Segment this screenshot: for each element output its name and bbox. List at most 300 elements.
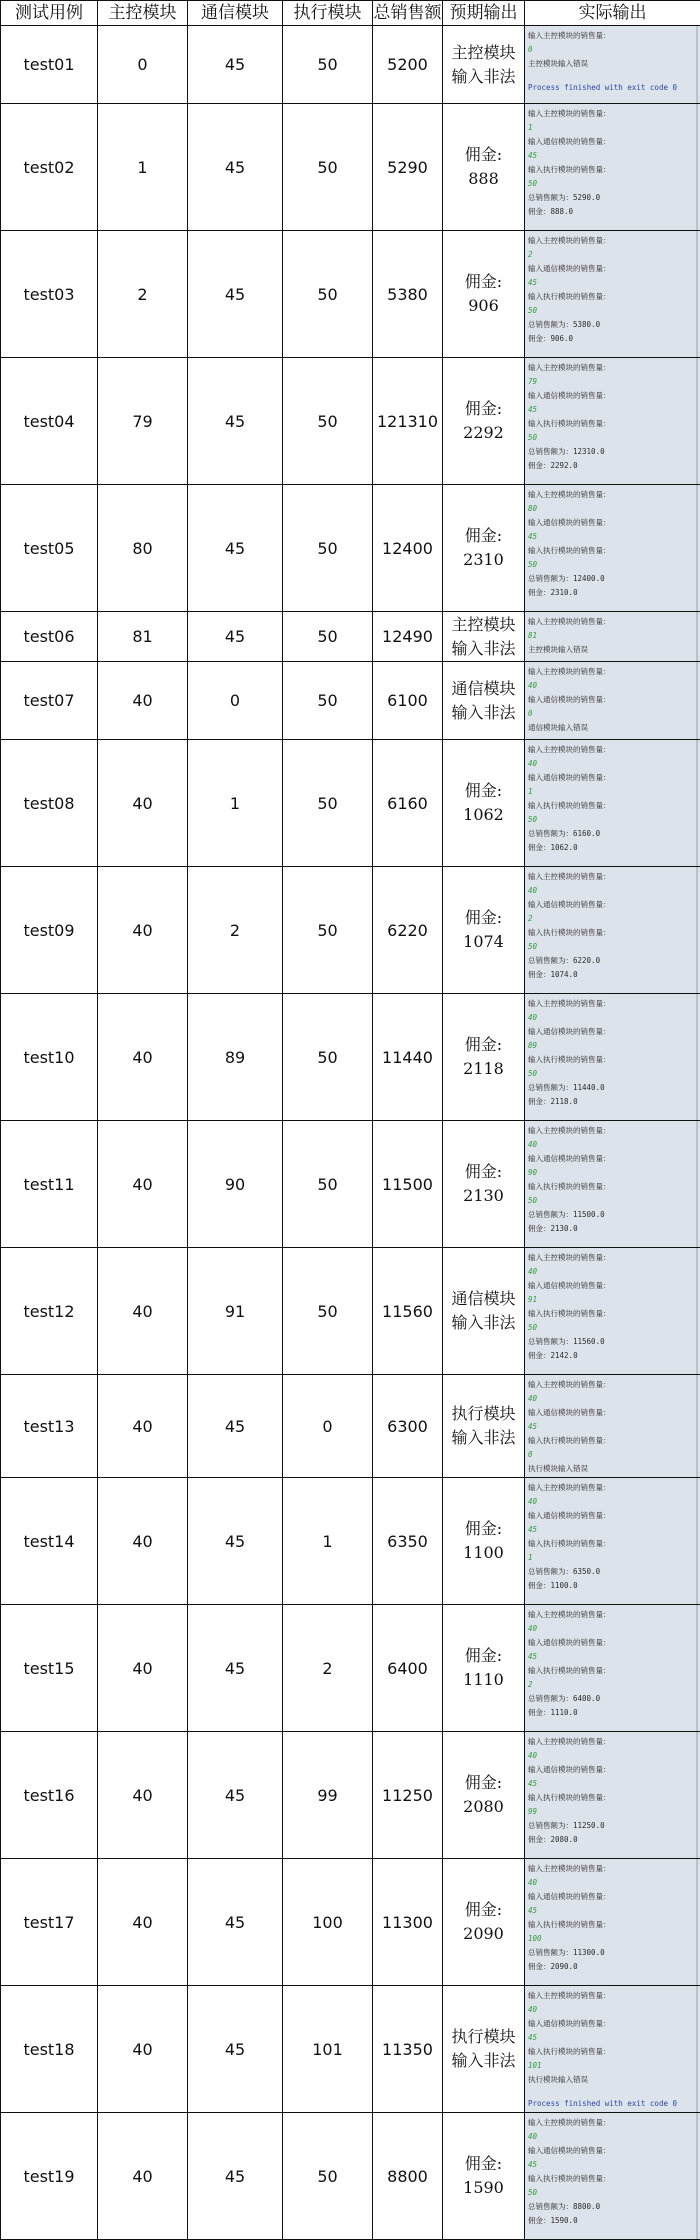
console-input-line: 45 xyxy=(528,1420,692,1434)
cell-expected-output xyxy=(443,867,525,994)
console-input-line: 89 xyxy=(528,1039,692,1053)
cell-total-sales: 11300 xyxy=(373,1859,443,1986)
expected-line: 佣金: xyxy=(443,524,524,548)
header-row xyxy=(1,1,700,26)
console-line xyxy=(528,855,692,863)
expected-line: 1062 xyxy=(443,803,524,827)
expected-line: 执行模块 xyxy=(443,2025,524,2049)
console-line: 输入主控模块的销售量： xyxy=(528,1608,692,1622)
console-input-line: 0 xyxy=(528,43,692,57)
console-line: 输入主控模块的销售量： xyxy=(528,234,692,248)
table-row xyxy=(1,231,700,358)
expected-line: 输入非法 xyxy=(443,701,524,725)
console-line: 输入通信模块的销售量： xyxy=(528,1636,692,1650)
cell-test-id: test04 xyxy=(1,358,98,485)
console-line: 输入主控模块的销售量： xyxy=(528,1735,692,1749)
cell-main-module: 79 xyxy=(98,358,188,485)
cell-exec-module: 50 xyxy=(283,1121,373,1248)
console-output xyxy=(528,1124,692,1244)
console-input-line: 40 xyxy=(528,757,692,771)
cell-comm-module: 45 xyxy=(188,612,283,662)
cell-exec-module: 99 xyxy=(283,1732,373,1859)
cell-expected-output xyxy=(443,662,525,740)
console-line xyxy=(528,1236,692,1244)
cell-total-sales: 5290 xyxy=(373,104,443,231)
cell-exec-module: 50 xyxy=(283,231,373,358)
cell-main-module: 80 xyxy=(98,485,188,612)
cell-actual-output xyxy=(525,740,700,867)
expected-line: 1590 xyxy=(443,2176,524,2200)
cell-expected-output xyxy=(443,740,525,867)
expected-line: 佣金: xyxy=(443,1160,524,1184)
console-input-line: 81 xyxy=(528,629,692,643)
console-input-line: 40 xyxy=(528,1622,692,1636)
cell-total-sales: 12490 xyxy=(373,612,443,662)
expected-line: 佣金: xyxy=(443,1771,524,1795)
console-input-line: 50 xyxy=(528,813,692,827)
console-line: 输入主控模块的销售量： xyxy=(528,997,692,1011)
console-line: 佣金：2080.0 xyxy=(528,1833,692,1847)
console-line xyxy=(528,71,692,81)
cell-exec-module: 100 xyxy=(283,1859,373,1986)
table-row xyxy=(1,1478,700,1605)
console-line: 输入通信模块的销售量： xyxy=(528,771,692,785)
cell-expected-output xyxy=(443,1248,525,1375)
console-line: 总销售额为：6400.0 xyxy=(528,1692,692,1706)
console-output xyxy=(528,1989,692,2109)
cell-exec-module: 50 xyxy=(283,2113,373,2240)
console-input-line: 45 xyxy=(528,1904,692,1918)
cell-test-id: test03 xyxy=(1,231,98,358)
console-line: 输入通信模块的销售量： xyxy=(528,1406,692,1420)
cell-actual-output xyxy=(525,26,700,104)
cell-total-sales: 8800 xyxy=(373,2113,443,2240)
cell-main-module: 40 xyxy=(98,1859,188,1986)
table-row xyxy=(1,104,700,231)
expected-line: 2310 xyxy=(443,548,524,572)
cell-comm-module: 1 xyxy=(188,740,283,867)
cell-comm-module: 45 xyxy=(188,1375,283,1478)
console-line: 输入主控模块的销售量： xyxy=(528,1378,692,1392)
console-exit-line: Process finished with exit code 0 xyxy=(528,81,692,95)
console-line: 佣金：2090.0 xyxy=(528,1960,692,1974)
cell-total-sales: 6400 xyxy=(373,1605,443,1732)
console-output xyxy=(528,361,692,481)
cell-test-id: test19 xyxy=(1,2113,98,2240)
console-input-line: 45 xyxy=(528,530,692,544)
console-line: 佣金：2142.0 xyxy=(528,1349,692,1363)
console-line: 输入主控模块的销售量： xyxy=(528,1251,692,1265)
cell-exec-module: 50 xyxy=(283,358,373,485)
console-line: 输入通信模块的销售量： xyxy=(528,516,692,530)
scrollbar-edge xyxy=(696,1248,698,1374)
cell-total-sales: 6220 xyxy=(373,867,443,994)
scrollbar-edge xyxy=(696,612,698,661)
cell-exec-module: 50 xyxy=(283,26,373,104)
console-input-line: 40 xyxy=(528,679,692,693)
cell-actual-output xyxy=(525,2113,700,2240)
console-line: 执行模块输入错误 xyxy=(528,1462,692,1474)
console-input-line: 40 xyxy=(528,2003,692,2017)
console-line: 输入主控模块的销售量： xyxy=(528,1124,692,1138)
console-output xyxy=(528,665,692,736)
console-input-line: 40 xyxy=(528,1749,692,1763)
console-line: 佣金：1062.0 xyxy=(528,841,692,855)
console-input-line: 40 xyxy=(528,884,692,898)
console-input-line: 50 xyxy=(528,940,692,954)
console-line: 输入执行模块的销售量： xyxy=(528,2172,692,2186)
scrollbar-edge xyxy=(696,1121,698,1247)
console-line: 输入执行模块的销售量： xyxy=(528,417,692,431)
console-input-line: 50 xyxy=(528,1321,692,1335)
console-output xyxy=(528,29,692,100)
expected-line: 1074 xyxy=(443,930,524,954)
console-line: 输入主控模块的销售量： xyxy=(528,743,692,757)
console-input-line: 45 xyxy=(528,1777,692,1791)
console-line: 总销售额为：11250.0 xyxy=(528,1819,692,1833)
cell-actual-output xyxy=(525,1248,700,1375)
cell-total-sales: 11440 xyxy=(373,994,443,1121)
cell-main-module: 40 xyxy=(98,994,188,1121)
scrollbar-edge xyxy=(696,994,698,1120)
cell-exec-module: 50 xyxy=(283,662,373,740)
console-line: 总销售额为：11560.0 xyxy=(528,1335,692,1349)
cell-test-id: test01 xyxy=(1,26,98,104)
console-line: 输入主控模块的销售量： xyxy=(528,665,692,679)
cell-comm-module: 45 xyxy=(188,1732,283,1859)
console-output xyxy=(528,107,692,227)
cell-exec-module: 2 xyxy=(283,1605,373,1732)
console-line: 总销售额为：6160.0 xyxy=(528,827,692,841)
cell-test-id: test15 xyxy=(1,1605,98,1732)
cell-test-id: test12 xyxy=(1,1248,98,1375)
cell-test-id: test10 xyxy=(1,994,98,1121)
console-input-line: 45 xyxy=(528,403,692,417)
console-input-line: 40 xyxy=(528,1876,692,1890)
cell-total-sales: 121310 xyxy=(373,358,443,485)
expected-line: 2080 xyxy=(443,1795,524,1819)
header-exec-module: 执行模块 xyxy=(283,1,373,26)
cell-total-sales: 5200 xyxy=(373,26,443,104)
console-line: 输入主控模块的销售量： xyxy=(528,615,692,629)
expected-line: 906 xyxy=(443,294,524,318)
cell-main-module: 81 xyxy=(98,612,188,662)
console-line: 输入执行模块的销售量： xyxy=(528,1053,692,1067)
cell-test-id: test18 xyxy=(1,1986,98,2113)
expected-line: 佣金: xyxy=(443,1033,524,1057)
console-output xyxy=(528,1735,692,1855)
console-output xyxy=(528,488,692,608)
console-input-line: 50 xyxy=(528,431,692,445)
console-line: 输入主控模块的销售量： xyxy=(528,361,692,375)
console-input-line: 50 xyxy=(528,177,692,191)
table-row xyxy=(1,1986,700,2113)
cell-exec-module: 50 xyxy=(283,740,373,867)
console-input-line: 79 xyxy=(528,375,692,389)
table-row xyxy=(1,1859,700,1986)
expected-line: 主控模块 xyxy=(443,613,524,637)
console-input-line: 40 xyxy=(528,2130,692,2144)
header-test-case: 测试用例 xyxy=(1,1,98,26)
console-input-line: 45 xyxy=(528,1650,692,1664)
console-line: 佣金：888.0 xyxy=(528,205,692,219)
console-input-line: 2 xyxy=(528,1678,692,1692)
cell-comm-module: 45 xyxy=(188,1605,283,1732)
cell-expected-output xyxy=(443,1375,525,1478)
console-input-line: 40 xyxy=(528,1265,692,1279)
cell-actual-output xyxy=(525,104,700,231)
console-line: 通信模块输入错误 xyxy=(528,721,692,735)
table-row xyxy=(1,358,700,485)
cell-exec-module: 1 xyxy=(283,1478,373,1605)
expected-line: 佣金: xyxy=(443,779,524,803)
console-line: 总销售额为：11500.0 xyxy=(528,1208,692,1222)
console-line: 输入主控模块的销售量： xyxy=(528,488,692,502)
expected-line: 主控模块 xyxy=(443,41,524,65)
cell-exec-module: 50 xyxy=(283,994,373,1121)
console-input-line: 40 xyxy=(528,1495,692,1509)
expected-line: 佣金: xyxy=(443,1644,524,1668)
console-line: 输入通信模块的销售量： xyxy=(528,1509,692,1523)
cell-comm-module: 45 xyxy=(188,1986,283,2113)
console-line: 输入执行模块的销售量： xyxy=(528,799,692,813)
cell-exec-module: 50 xyxy=(283,867,373,994)
console-line xyxy=(528,982,692,990)
cell-total-sales: 11500 xyxy=(373,1121,443,1248)
console-line: 总销售额为：6220.0 xyxy=(528,954,692,968)
console-output xyxy=(528,870,692,990)
console-line: 佣金：2310.0 xyxy=(528,586,692,600)
console-line: 输入执行模块的销售量： xyxy=(528,1664,692,1678)
console-line: 输入执行模块的销售量： xyxy=(528,1537,692,1551)
console-line xyxy=(528,1720,692,1728)
expected-line: 佣金: xyxy=(443,2152,524,2176)
expected-line: 2118 xyxy=(443,1057,524,1081)
console-line xyxy=(528,1109,692,1117)
cell-expected-output xyxy=(443,104,525,231)
cell-main-module: 40 xyxy=(98,1478,188,1605)
cell-test-id: test07 xyxy=(1,662,98,740)
cell-main-module: 40 xyxy=(98,867,188,994)
console-line: 总销售额为：5290.0 xyxy=(528,191,692,205)
cell-expected-output xyxy=(443,1605,525,1732)
table-row xyxy=(1,26,700,104)
cell-exec-module: 101 xyxy=(283,1986,373,2113)
cell-main-module: 40 xyxy=(98,1986,188,2113)
console-line: 佣金：1074.0 xyxy=(528,968,692,982)
console-output xyxy=(528,1862,692,1982)
table-row xyxy=(1,1605,700,1732)
console-line: 输入执行模块的销售量： xyxy=(528,2045,692,2059)
console-line: 总销售额为：8800.0 xyxy=(528,2200,692,2214)
console-output xyxy=(528,234,692,354)
cell-exec-module: 50 xyxy=(283,612,373,662)
header-comm-module: 通信模块 xyxy=(188,1,283,26)
cell-main-module: 0 xyxy=(98,26,188,104)
cell-test-id: test13 xyxy=(1,1375,98,1478)
console-line: 输入执行模块的销售量： xyxy=(528,163,692,177)
console-output xyxy=(528,1378,692,1474)
cell-expected-output xyxy=(443,612,525,662)
console-line: 输入执行模块的销售量： xyxy=(528,544,692,558)
table-row xyxy=(1,2113,700,2240)
console-line: 输入执行模块的销售量： xyxy=(528,1180,692,1194)
console-line: 总销售额为：12310.0 xyxy=(528,445,692,459)
console-line: 主控模块输入错误 xyxy=(528,643,692,657)
cell-actual-output xyxy=(525,1121,700,1248)
cell-total-sales: 11350 xyxy=(373,1986,443,2113)
console-line: 总销售额为：12400.0 xyxy=(528,572,692,586)
scrollbar-edge xyxy=(696,2113,698,2239)
console-input-line: 45 xyxy=(528,1523,692,1537)
cell-expected-output xyxy=(443,358,525,485)
console-line: 输入主控模块的销售量： xyxy=(528,870,692,884)
expected-line: 佣金: xyxy=(443,143,524,167)
cell-comm-module: 2 xyxy=(188,867,283,994)
cell-actual-output xyxy=(525,612,700,662)
table-row xyxy=(1,1732,700,1859)
cell-expected-output xyxy=(443,26,525,104)
scrollbar-edge xyxy=(696,485,698,611)
console-input-line: 40 xyxy=(528,1392,692,1406)
cell-actual-output xyxy=(525,1375,700,1478)
console-line: 佣金：1590.0 xyxy=(528,2214,692,2228)
table-row xyxy=(1,740,700,867)
expected-line: 2090 xyxy=(443,1922,524,1946)
cell-actual-output xyxy=(525,1732,700,1859)
console-output xyxy=(528,1608,692,1728)
console-line xyxy=(528,2087,692,2097)
console-input-line: 50 xyxy=(528,1067,692,1081)
header-main-module: 主控模块 xyxy=(98,1,188,26)
console-line: 输入通信模块的销售量： xyxy=(528,1025,692,1039)
console-line: 输入执行模块的销售量： xyxy=(528,290,692,304)
expected-line: 1100 xyxy=(443,1541,524,1565)
cell-exec-module: 0 xyxy=(283,1375,373,1478)
console-line: 佣金：2292.0 xyxy=(528,459,692,473)
table-row xyxy=(1,612,700,662)
table-row xyxy=(1,1375,700,1478)
scrollbar-edge xyxy=(696,662,698,739)
cell-comm-module: 45 xyxy=(188,104,283,231)
console-line xyxy=(528,346,692,354)
expected-line: 输入非法 xyxy=(443,1311,524,1335)
console-output xyxy=(528,1251,692,1371)
expected-line: 佣金: xyxy=(443,1517,524,1541)
table-row xyxy=(1,867,700,994)
cell-total-sales: 6350 xyxy=(373,1478,443,1605)
expected-line: 执行模块 xyxy=(443,1402,524,1426)
table-row xyxy=(1,485,700,612)
console-input-line: 45 xyxy=(528,276,692,290)
console-input-line: 50 xyxy=(528,2186,692,2200)
cell-expected-output xyxy=(443,231,525,358)
header-expected-output: 预期输出 xyxy=(443,1,525,26)
cell-main-module: 40 xyxy=(98,1121,188,1248)
console-output xyxy=(528,743,692,863)
console-line: 输入主控模块的销售量： xyxy=(528,107,692,121)
console-line: 总销售额为：11440.0 xyxy=(528,1081,692,1095)
cell-expected-output xyxy=(443,1121,525,1248)
header-actual-output: 实际输出 xyxy=(525,1,700,26)
console-line: 输入主控模块的销售量： xyxy=(528,1862,692,1876)
console-line: 输入通信模块的销售量： xyxy=(528,693,692,707)
expected-line: 佣金: xyxy=(443,270,524,294)
cell-total-sales: 5380 xyxy=(373,231,443,358)
console-line: 总销售额为：5380.0 xyxy=(528,318,692,332)
cell-total-sales: 6300 xyxy=(373,1375,443,1478)
cell-test-id: test08 xyxy=(1,740,98,867)
expected-line: 1110 xyxy=(443,1668,524,1692)
console-input-line: 1 xyxy=(528,121,692,135)
console-line: 佣金：2118.0 xyxy=(528,1095,692,1109)
console-line: 执行模块输入错误 xyxy=(528,2073,692,2087)
console-input-line: 1 xyxy=(528,785,692,799)
console-line: 输入通信模块的销售量： xyxy=(528,2144,692,2158)
console-line: 输入主控模块的销售量： xyxy=(528,1989,692,2003)
console-line: 输入主控模块的销售量： xyxy=(528,1481,692,1495)
cell-comm-module: 0 xyxy=(188,662,283,740)
expected-line: 2130 xyxy=(443,1184,524,1208)
cell-comm-module: 45 xyxy=(188,231,283,358)
console-input-line: 0 xyxy=(528,707,692,721)
cell-test-id: test09 xyxy=(1,867,98,994)
console-line: 输入主控模块的销售量： xyxy=(528,2116,692,2130)
expected-line: 输入非法 xyxy=(443,637,524,661)
expected-line: 2292 xyxy=(443,421,524,445)
cell-comm-module: 45 xyxy=(188,1478,283,1605)
scrollbar-edge xyxy=(696,1859,698,1985)
console-output xyxy=(528,997,692,1117)
cell-test-id: test14 xyxy=(1,1478,98,1605)
cell-main-module: 40 xyxy=(98,1375,188,1478)
console-input-line: 50 xyxy=(528,1194,692,1208)
console-input-line: 91 xyxy=(528,1293,692,1307)
console-input-line: 99 xyxy=(528,1805,692,1819)
console-line xyxy=(528,600,692,608)
cell-comm-module: 45 xyxy=(188,358,283,485)
cell-actual-output xyxy=(525,231,700,358)
cell-actual-output xyxy=(525,867,700,994)
console-line: 输入执行模块的销售量： xyxy=(528,1791,692,1805)
cell-actual-output xyxy=(525,1859,700,1986)
console-line: 佣金：906.0 xyxy=(528,332,692,346)
cell-main-module: 40 xyxy=(98,1248,188,1375)
scrollbar-edge xyxy=(696,1732,698,1858)
cell-test-id: test06 xyxy=(1,612,98,662)
cell-comm-module: 89 xyxy=(188,994,283,1121)
scrollbar-edge xyxy=(696,1478,698,1604)
table-row xyxy=(1,1121,700,1248)
cell-expected-output xyxy=(443,1859,525,1986)
console-input-line: 80 xyxy=(528,502,692,516)
scrollbar-edge xyxy=(696,358,698,484)
console-line: 输入通信模块的销售量： xyxy=(528,1279,692,1293)
cell-test-id: test05 xyxy=(1,485,98,612)
console-input-line: 40 xyxy=(528,1011,692,1025)
console-line: 佣金：1110.0 xyxy=(528,1706,692,1720)
cell-total-sales: 11250 xyxy=(373,1732,443,1859)
expected-line: 通信模块 xyxy=(443,677,524,701)
cell-comm-module: 45 xyxy=(188,1859,283,1986)
cell-comm-module: 90 xyxy=(188,1121,283,1248)
console-line: 佣金：2130.0 xyxy=(528,1222,692,1236)
console-input-line: 50 xyxy=(528,304,692,318)
cell-expected-output xyxy=(443,994,525,1121)
console-line: 输入通信模块的销售量： xyxy=(528,1763,692,1777)
console-output xyxy=(528,615,692,658)
cell-total-sales: 6160 xyxy=(373,740,443,867)
